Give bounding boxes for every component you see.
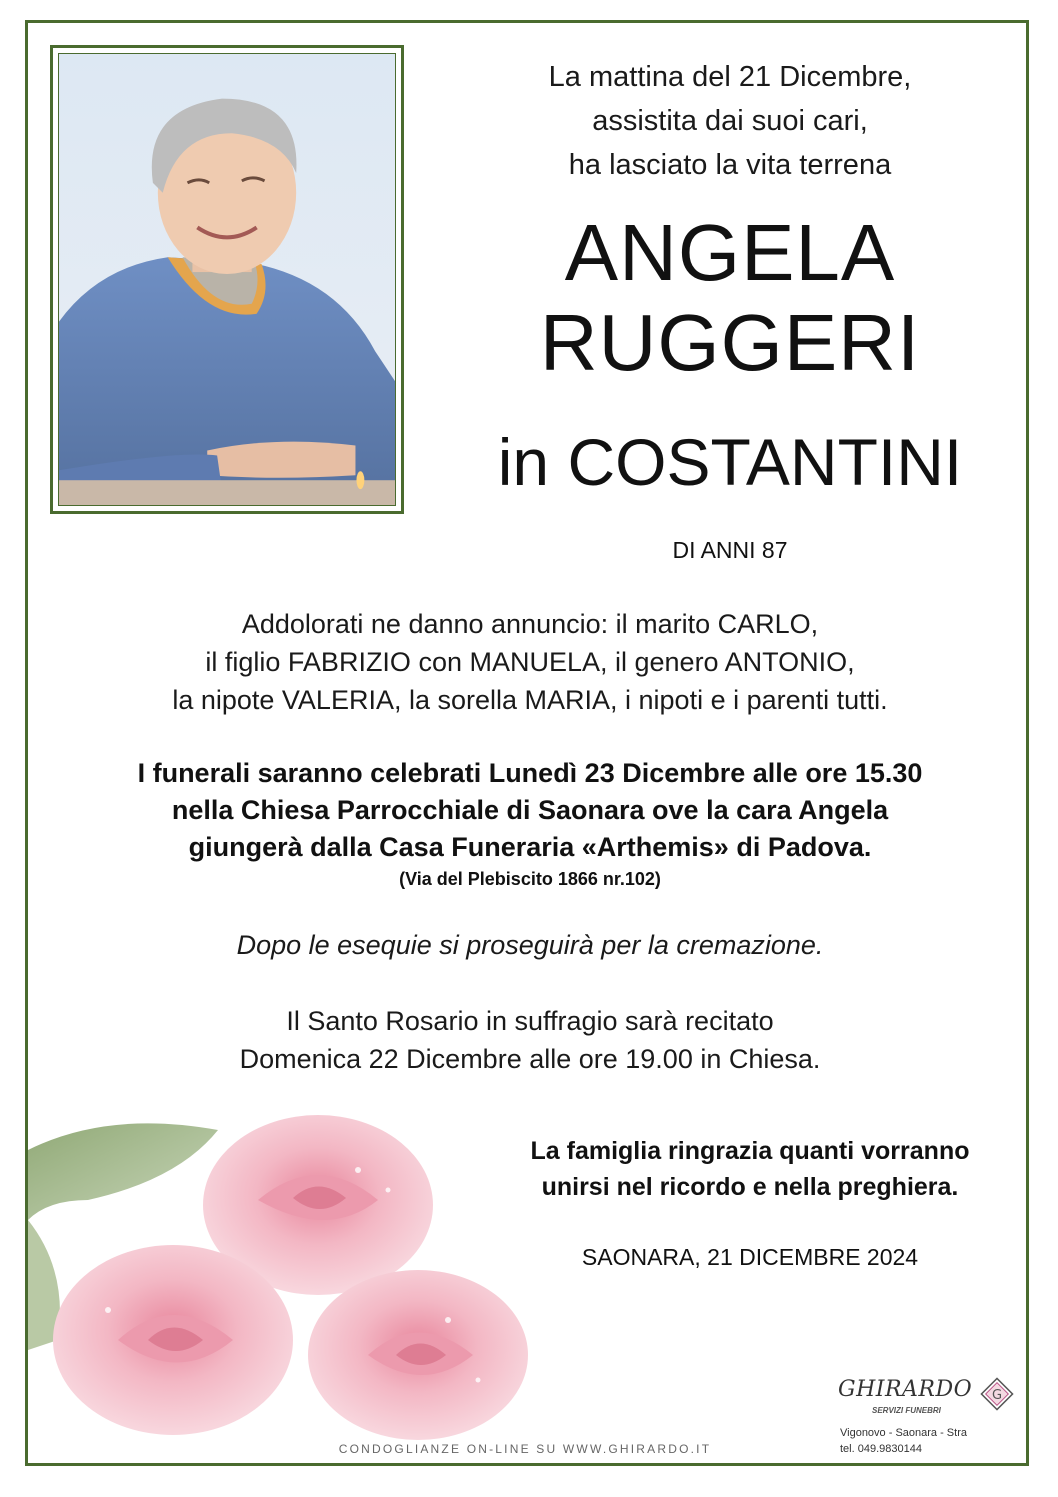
funeral-home-subtitle: SERVIZI FUNEBRI xyxy=(872,1406,941,1415)
portrait-image xyxy=(59,54,395,505)
online-condolences-link[interactable]: CONDOGLIANZE ON-LINE SU WWW.GHIRARDO.IT xyxy=(338,1442,712,1456)
intro-line: La mattina del 21 Dicembre, xyxy=(548,61,912,93)
deceased-age: DI ANNI 87 xyxy=(672,537,788,563)
funeral-home-address: (Via del Plebiscito 1866 nr.102) xyxy=(399,869,661,889)
thanks-line: unirsi nel ricordo e nella preghiera. xyxy=(541,1173,959,1201)
rosary-details xyxy=(40,1002,1020,1078)
family-thanks xyxy=(470,1133,1030,1205)
intro-line: ha lasciato la vita terrena xyxy=(568,149,892,181)
rosary-line: Domenica 22 Dicembre alle ore 19.00 in Chiesa. xyxy=(239,1044,821,1074)
place-and-date: SAONARA, 21 DICEMBRE 2024 xyxy=(581,1244,919,1270)
funeral-line: I funerali saranno celebrati Lunedì 23 Dicembre alle ore 15.30 xyxy=(137,758,923,788)
portrait-photo xyxy=(50,45,404,514)
intro-text xyxy=(430,55,1030,187)
mourners-announcement xyxy=(40,605,1020,719)
funeral-home-phone: tel. 049.9830144 xyxy=(840,1443,922,1455)
rosary-line: Il Santo Rosario in suffragio sarà recitato xyxy=(286,1006,774,1036)
funeral-home-logo xyxy=(832,1373,1032,1463)
funeral-line: giungerà dalla Casa Funeraria «Arthemis» di Padova. xyxy=(188,832,872,862)
diamond-g-logo-icon xyxy=(980,1377,1014,1411)
mourners-line: la nipote VALERIA, la sorella MARIA, i nipoti e i parenti tutti. xyxy=(172,685,888,715)
logo-mark-letter: G xyxy=(991,1388,1003,1403)
cremation-note: Dopo le esequie si proseguirà per la cremazione. xyxy=(236,930,824,960)
funeral-details xyxy=(40,755,1020,866)
funeral-home-name: GHIRARDO xyxy=(838,1377,973,1402)
intro-line: assistita dai suoi cari, xyxy=(592,105,868,137)
mourners-line: il figlio FABRIZIO con MANUELA, il genero ANTONIO, xyxy=(205,647,855,677)
mourners-line: Addolorati ne danno annuncio: il marito CARLO, xyxy=(241,609,819,639)
funeral-home-towns: Vigonovo - Saonara - Stra xyxy=(840,1427,967,1439)
thanks-line: La famiglia ringrazia quanti vorranno xyxy=(530,1137,970,1165)
deceased-married-name: in COSTANTINI xyxy=(497,425,963,499)
funeral-line: nella Chiesa Parrocchiale di Saonara ove la cara Angela xyxy=(171,795,889,825)
deceased-surname: RUGGERI xyxy=(539,298,921,387)
deceased-first-name: ANGELA xyxy=(564,208,896,297)
